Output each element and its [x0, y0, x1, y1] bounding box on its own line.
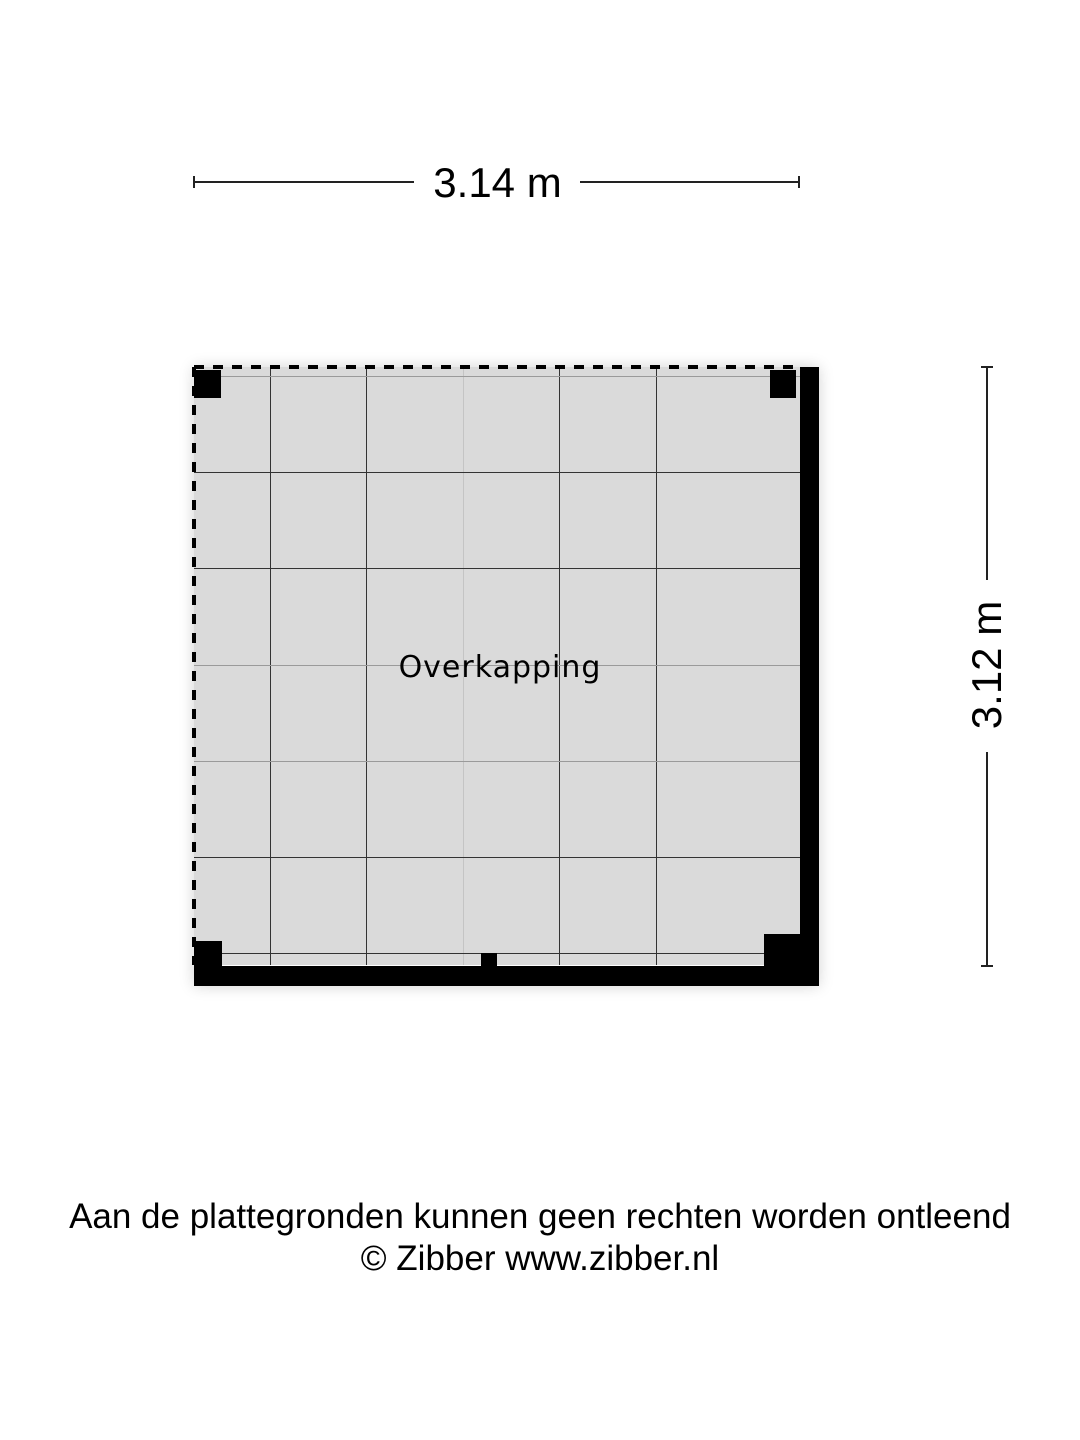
dimension-line-top — [986, 367, 988, 580]
height-dimension-label: 3.12 m — [963, 600, 1010, 730]
grid-line — [194, 568, 800, 569]
column-bottom-right — [764, 934, 801, 967]
dimension-line-bottom — [986, 752, 988, 966]
disclaimer-text: Aan de plattegronden kunnen geen rechten worden ontleend — [69, 1197, 1011, 1236]
copyright-text: © Zibber www.zibber.nl — [360, 1239, 720, 1278]
grid-line — [656, 367, 657, 965]
open-edge-left — [192, 367, 196, 965]
grid-line — [194, 761, 800, 762]
grid-line — [194, 953, 800, 954]
open-edge-top — [194, 365, 800, 369]
column-top-right — [770, 370, 796, 398]
column-bottom-left — [194, 941, 222, 967]
wall-bottom — [194, 966, 819, 986]
grid-line — [194, 857, 800, 858]
grid-line — [270, 367, 271, 965]
column-bottom-middle — [481, 953, 497, 967]
width-dimension-label: 3.14 m — [433, 159, 562, 206]
room-label: Overkapping — [398, 650, 602, 685]
dimension-line-right — [580, 181, 800, 183]
grid-line — [366, 367, 367, 965]
wall-right — [800, 367, 819, 986]
dimension-tick-right — [798, 176, 800, 188]
grid-line — [194, 376, 800, 377]
dimension-line-left — [194, 181, 414, 183]
grid-line — [194, 472, 800, 473]
column-top-left — [194, 370, 221, 398]
dimension-tick-bottom — [981, 965, 993, 967]
